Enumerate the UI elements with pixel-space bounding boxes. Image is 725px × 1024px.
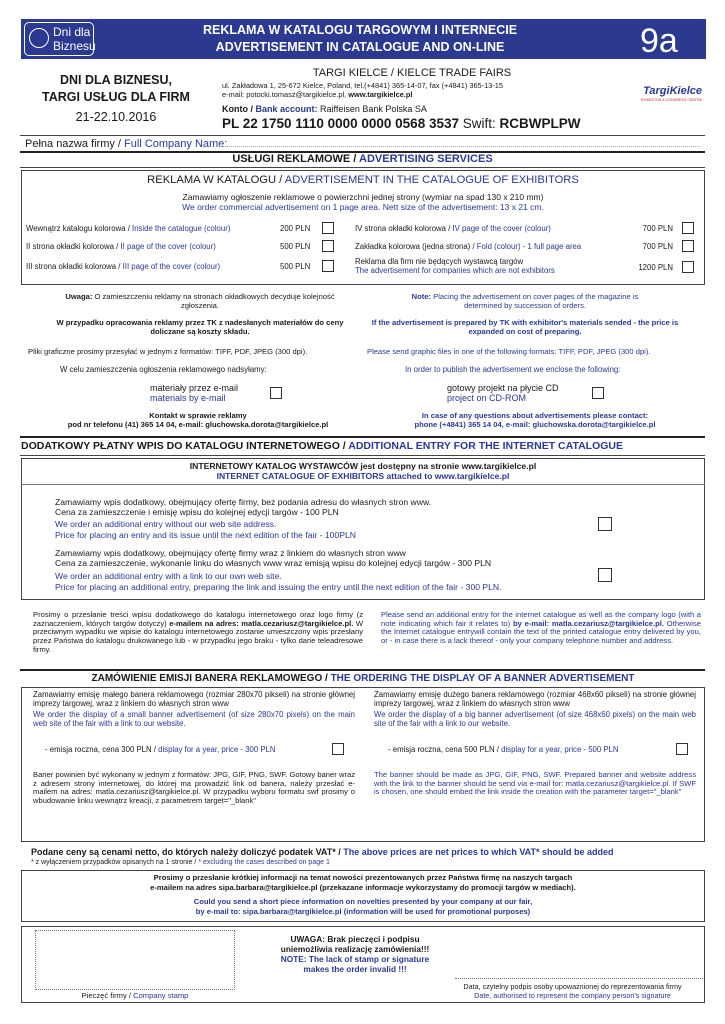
banner-heading-pl: ZAMÓWIENIE EMISJI BANERA REKLAMOWEGO /: [91, 673, 331, 684]
internet-heading: [21, 440, 623, 452]
organizer-email: e-mail: potocki.tomasz@targikielce.pl,: [222, 90, 349, 99]
internet-opt1-pl-1: Zamawiamy wpis dodatkowy, obejmujący ofertę firmy, bez podania adresu do własnych stron www.: [55, 497, 432, 507]
option-inside-pl: Wewnątrz katalogu kolorowa /: [26, 224, 133, 233]
option-cover4-label: [355, 225, 551, 234]
contact-en-1: In case of any questions about advertisements please contact:: [421, 411, 649, 420]
option-cover2-en: II page of the cover (colour): [120, 242, 216, 251]
option-nonexhibitor-en: The advertisement for companies which are not exhibitors: [355, 266, 555, 275]
note-uwaga-text: O zamieszczeniu reklamy na stronach okładkowych decyduje kolejność zgłoszenia.: [92, 292, 335, 310]
option-cover2-price: 500 PLN: [280, 242, 311, 251]
services-en: ADVERTISING SERVICES: [359, 153, 493, 165]
option-cover3-pl: III strona okładki kolorowa /: [26, 262, 123, 271]
warning-en-2: makes the order invalid !!!: [303, 964, 407, 974]
note-cover-en: [400, 293, 650, 310]
option-cover2-checkbox[interactable]: [322, 240, 334, 252]
option-cover4-en: IV page of the cover (colour): [452, 224, 551, 233]
internet-available-pl: INTERNETOWY KATALOG WYSTAWCÓW jest dostępny na stronie www.targikielce.pl: [189, 461, 537, 471]
option-cover3-price: 500 PLN: [280, 262, 311, 271]
option-inside-en: Inside the catalogue (colour): [132, 224, 231, 233]
note-uwaga-label: Uwaga:: [65, 292, 93, 301]
note-tk-en: If the advertisement is prepared by TK with exhibitor's materials sended - the price is expanded on cost of preparing.: [371, 318, 679, 336]
banner-small-price: [45, 746, 276, 755]
signature-line[interactable]: [455, 978, 703, 979]
internet-info-en-a: Please send an additional entry for the internet catalogue as well as the company logo (with a note indicating which fair it relates to): [381, 610, 701, 628]
bank-account-line: [222, 104, 427, 114]
promo-en-1: Could you send a short piece information on novelties presented by your company at our fair,: [193, 897, 533, 906]
banner-big-price: [388, 746, 619, 755]
option-fold-pl: Zakładka kolorowa (jedna strona) /: [355, 242, 477, 251]
vat-exclusion-en: * excluding the cases described on page 1: [198, 859, 330, 866]
option-fold-label: [355, 243, 581, 252]
targi-kielce-logo: [620, 85, 702, 102]
vat-exclusion-pl: * z wyłączeniem przypadków opisanych na 1 stronie /: [31, 859, 199, 866]
internet-info-en-c: Otherwise the Internet catalogue entrywill contain the text of the printed catalogue entry delivered by you, or - in case there is a lack thereof - only your company telephone number and address.: [381, 618, 701, 646]
services-heading: [20, 153, 705, 166]
vat-exclusion: [31, 859, 330, 867]
company-name-pl: Pełna nazwa firmy /: [25, 138, 125, 150]
internet-info-en: [381, 611, 701, 646]
contact-en-2: phone (+4841) 365 14 04, e-mail: gluchowska.dorota@targikielce.pl: [414, 420, 656, 429]
banner-format-en: The banner should be made as JPG, GIF, PNG, SWF. Prepared banner and website address with the link to the banner should be send via e-mail for: matla.cezariusz@targikielce.pl. If SWF is chosen, one should embed the link inside the creation with the parameter target="_blank": [374, 770, 696, 797]
note-formats-en: Please send graphic files in one of the following formats: TIFF, PDF, JPEG (300 dpi).: [367, 347, 651, 356]
internet-opt2-en-1: We order an additional entry with a link to our own web site.: [55, 571, 282, 581]
organizer-www: www.targikielce.pl: [348, 90, 413, 99]
banner-small-pl: Zamawiamy emisję małego banera reklamowego (rozmiar 280x70 pikseli) na stronie głównej imprezy targowej, wraz z linkiem do własnych stron www: [33, 690, 355, 708]
form-number: 9a: [640, 22, 678, 60]
banner-big-checkbox[interactable]: [676, 743, 688, 755]
company-name-field[interactable]: [220, 146, 700, 147]
note-cover-pl: [55, 293, 345, 310]
dni-dla-biznesu-logo: [24, 22, 94, 56]
company-stamp-label-en: Company stamp: [133, 991, 189, 1000]
banner-small-checkbox[interactable]: [332, 743, 344, 755]
internet-info-pl-c: W przeciwnym wypadku we wpisie do katalogu internetowego zostanie umieszczony wpis przesłany przez Państwa do katalogu drukowanego lub - w przypadku jego braku - tylko dane teleadresowe firmy.: [33, 618, 364, 654]
signature-label-en: Date, authorised to represent the company person's signature: [474, 991, 671, 1000]
option-cover3-en: III page of the cover (colour): [122, 262, 221, 271]
option-cover2-label: [26, 243, 216, 252]
internet-info-en-b: by e-mail: matla.cezariusz@targikielce.pl.: [512, 618, 664, 628]
option-cover4-price: 700 PLN: [642, 224, 673, 233]
option-nonexhibitor-pl: Reklama dla firm nie będących wystawcą targów: [355, 257, 524, 266]
contact-pl-1: Kontakt w sprawie reklamy: [149, 411, 247, 420]
option-cover3-checkbox[interactable]: [322, 260, 334, 272]
event-dates: 21-22.10.2016: [75, 110, 157, 124]
targi-kielce-logo-sub: EXHIBITION & CONGRESS CENTRE: [640, 97, 702, 102]
option-cover4-checkbox[interactable]: [682, 222, 694, 234]
organizer-address: ul. Zakładowa 1, 25-672 Kielce, Poland, tel.(+4841) 365-14-07, fax (+4841) 365-13-15: [222, 81, 504, 90]
internet-opt1-checkbox[interactable]: [598, 517, 612, 531]
header-title-pl: REKLAMA W KATALOGU TARGOWYM I INTERNECIE: [202, 23, 518, 37]
note-formats-pl: Pliki graficzne prosimy przesyłać w jednym z formatów: TIFF, PDF, JPEG (300 dpi).: [28, 347, 308, 356]
promo-en-2: by e-mail to: sipa.barbara@targikielce.pl (information will be used for promotional purposes): [195, 907, 531, 916]
event-name-1: DNI DLA BIZNESU,: [59, 73, 173, 87]
swift-code: RCBWPLPW: [499, 116, 581, 131]
swift-label: Swift:: [458, 116, 500, 131]
company-name-en: Full Company Name:: [124, 138, 228, 150]
option-inside-price: 200 PLN: [280, 224, 311, 233]
catalogue-order-en: We order commercial advertisement on 1 page area. Nett size of the advertisement: 13 x 21 cm.: [182, 202, 544, 212]
targi-kielce-logo-text: TargiKielce: [643, 85, 702, 97]
banner-big-price-pl: - emisja roczna, cena 500 PLN /: [388, 745, 502, 754]
warning-pl-1: UWAGA: Brak pieczęci i podpisu: [290, 934, 420, 944]
company-name-label: [25, 138, 227, 151]
option-cover3-label: [26, 263, 220, 272]
note-tk-pl: W przypadku opracowania reklamy przez TK z nadesłanych materiałów do ceny doliczane są koszty składu.: [56, 318, 344, 336]
iban: PL 22 1750 1110 0000 0000 0568 3537: [222, 116, 459, 131]
account-label-pl: Konto /: [222, 104, 256, 114]
banner-small-en: We order the display of a small banner advertisement (of size 280x70 pixels) on the main web site of the fair with a link to our website.: [33, 710, 355, 728]
catalogue-title-pl: REKLAMA W KATALOGU /: [147, 174, 285, 186]
internet-opt2-checkbox[interactable]: [598, 568, 612, 582]
internet-opt2-pl-2: Cena za zamieszczenie, wykonanie linku do własnych www wraz emisją wpisu do kolejnej edycji targów - 300 PLN: [55, 558, 492, 568]
banner-big-en: We order the display of a big banner advertisement (of size 468x60 pixels) on the main web site of the fair with a link to our website.: [374, 710, 696, 728]
company-stamp-area[interactable]: [35, 930, 235, 990]
option-fold-price: 700 PLN: [642, 242, 673, 251]
iban-line: [222, 116, 581, 132]
send-email-en: materials by e-mail: [150, 393, 226, 403]
internet-info-pl-a: Prosimy o przesłanie treści wpisu dodatkowego do katalogu internetowego oraz logo firmy (z zaznaczeniem, których targów dotyczy): [33, 610, 363, 628]
option-fold-checkbox[interactable]: [682, 240, 694, 252]
vat-note-en: The above prices are net prices to which VAT* should be added: [343, 847, 614, 857]
event-name-2: TARGI USŁUG DLA FIRM: [42, 90, 190, 104]
catalogue-title-en: ADVERTISEMENT IN THE CATALOGUE OF EXHIBITORS: [284, 174, 579, 186]
send-email-pl: materiały przez e-mail: [150, 383, 239, 393]
company-stamp-label-pl: Pieczęć firmy /: [81, 991, 134, 1000]
note-send-pl: W celu zamieszczenia ogłoszenia reklamowego nadsyłamy:: [60, 365, 267, 374]
send-cd-en: project on CD-ROM: [447, 393, 527, 403]
internet-heading-en: ADDITIONAL ENTRY FOR THE INTERNET CATALOGUE: [348, 440, 623, 452]
note-send-en: In order to publish the advertisement we enclose the following:: [405, 365, 621, 374]
catalogue-title: [21, 174, 705, 187]
company-stamp-label: [35, 992, 235, 1001]
internet-opt2-pl-1: Zamawiamy wpis dodatkowy, obejmujący ofertę firmy wraz z linkiem do własnych stron www: [55, 548, 406, 558]
send-cd-checkbox[interactable]: [592, 387, 604, 399]
option-fold-en: Fold (colour) - 1 full page area: [476, 242, 582, 251]
logo-line2: Biznesu: [53, 39, 96, 53]
banner-big-price-en: display for a year, price - 500 PLN: [501, 745, 619, 754]
option-nonexhibitor-price: 1200 PLN: [638, 263, 673, 272]
internet-opt1-pl-2: Cena za zamieszczenie i emisję wpisu do kolejnej edycji targów - 100 PLN: [55, 507, 339, 517]
signature-label-pl: Data, czytelny podpis osoby upoważnionej do reprezentowania firmy: [463, 982, 682, 991]
internet-info-pl-b: e-mailem na adres: matla.cezariusz@targikielce.pl.: [169, 618, 354, 628]
account-label-en: Bank account:: [255, 104, 318, 114]
banner-small-price-pl: - emisja roczna, cena 300 PLN /: [45, 745, 159, 754]
internet-opt2-en-2: Price for placing an additional entry, preparing the link and issuing the entry until the next edition of the fair - 300 PLN.: [55, 582, 502, 592]
contact-pl-2: pod nr telefonu (41) 365 14 04, e-mail: gluchowska.dorota@targikielce.pl: [67, 420, 329, 429]
banner-heading-en: THE ORDERING THE DISPLAY OF A BANNER ADVERTISEMENT: [330, 673, 635, 684]
logo-line1: Dni dla: [53, 25, 91, 39]
promo-pl-1: Prosimy o przesłanie krótkiej informacji na temat nowości prezentowanych przez Państwa firmę na naszych targach: [153, 873, 573, 882]
option-cover2-pl: II strona okładki kolorowa /: [26, 242, 121, 251]
internet-opt1-en-2: Price for placing an entry and its issue until the next edition of the fair - 100PLN: [55, 530, 356, 540]
option-inside-label: [26, 225, 230, 234]
vat-note: [31, 847, 614, 857]
option-cover4-pl: IV strona okładki kolorowa /: [355, 224, 453, 233]
services-pl: USŁUGI REKLAMOWE /: [232, 153, 360, 165]
note-text: Placing the advertisement on cover pages of the magazine is determined by succession of orders.: [431, 292, 639, 310]
banner-format-pl: Baner powinien być wykonany w jednym z formatów: JPG, GIF, PNG, SWF. Gotowy baner wraz z adresem strony internetowej, do której ma prowadzić link od banera, należy przesłać e-mailem na adres: matla.cezariusz@targikielce.pl. W przypadku wyboru formatu swf prosimy o wbudowanie linku wewnątrz kreacji, z parametrem target="_blank": [33, 770, 355, 806]
banner-small-price-en: display for a year, price - 300 PLN: [158, 745, 276, 754]
warning-pl-2: uniemożliwia realizację zamówienia!!!: [280, 944, 430, 954]
promo-pl-2: e-mailem na adres sipa.barbara@targikielce.pl (przekazane informacje wykorzystamy do promocji targów w mediach).: [150, 883, 576, 892]
bank-name: Raiffeisen Bank Polska SA: [317, 104, 427, 114]
vat-note-pl: Podane ceny są cenami netto, do których należy doliczyć podatek VAT* /: [31, 847, 344, 857]
send-email-checkbox[interactable]: [270, 387, 282, 399]
header-title-en: ADVERTISEMENT IN CATALOGUE AND ON-LINE: [215, 40, 505, 54]
internet-available-en: INTERNET CATALOGUE OF EXHIBITORS attached to www.targikielce.pl: [216, 471, 510, 481]
internet-heading-pl: DODATKOWY PŁATNY WPIS DO KATALOGU INTERNETOWEGO /: [21, 440, 349, 452]
internet-opt1-en-1: We order an additional entry without our web site address.: [55, 519, 277, 529]
catalogue-order-pl: Zamawiamy ogłoszenie reklamowe o powierzchni jednej strony (wymiar na spad 130 x 210 mm): [182, 192, 544, 202]
organizer-name: TARGI KIELCE / KIELCE TRADE FAIRS: [312, 67, 512, 79]
banner-heading: [21, 673, 705, 685]
warning-en-1: NOTE: The lack of stamp or signature: [280, 954, 430, 964]
people-icon: [29, 28, 49, 48]
option-inside-checkbox[interactable]: [322, 222, 334, 234]
note-label: Note:: [411, 292, 432, 301]
organizer-contact: [222, 91, 412, 100]
banner-big-pl: Zamawiamy emisję dużego banera reklamowego (rozmiar 468x60 pikseli) na stronie głównej imprezy targowej, wraz z linkiem do własnych stron www: [374, 690, 696, 708]
send-cd-pl: gotowy projekt na płycie CD: [447, 383, 559, 393]
option-nonexhibitor-checkbox[interactable]: [682, 261, 694, 273]
internet-info-pl: [33, 611, 363, 655]
